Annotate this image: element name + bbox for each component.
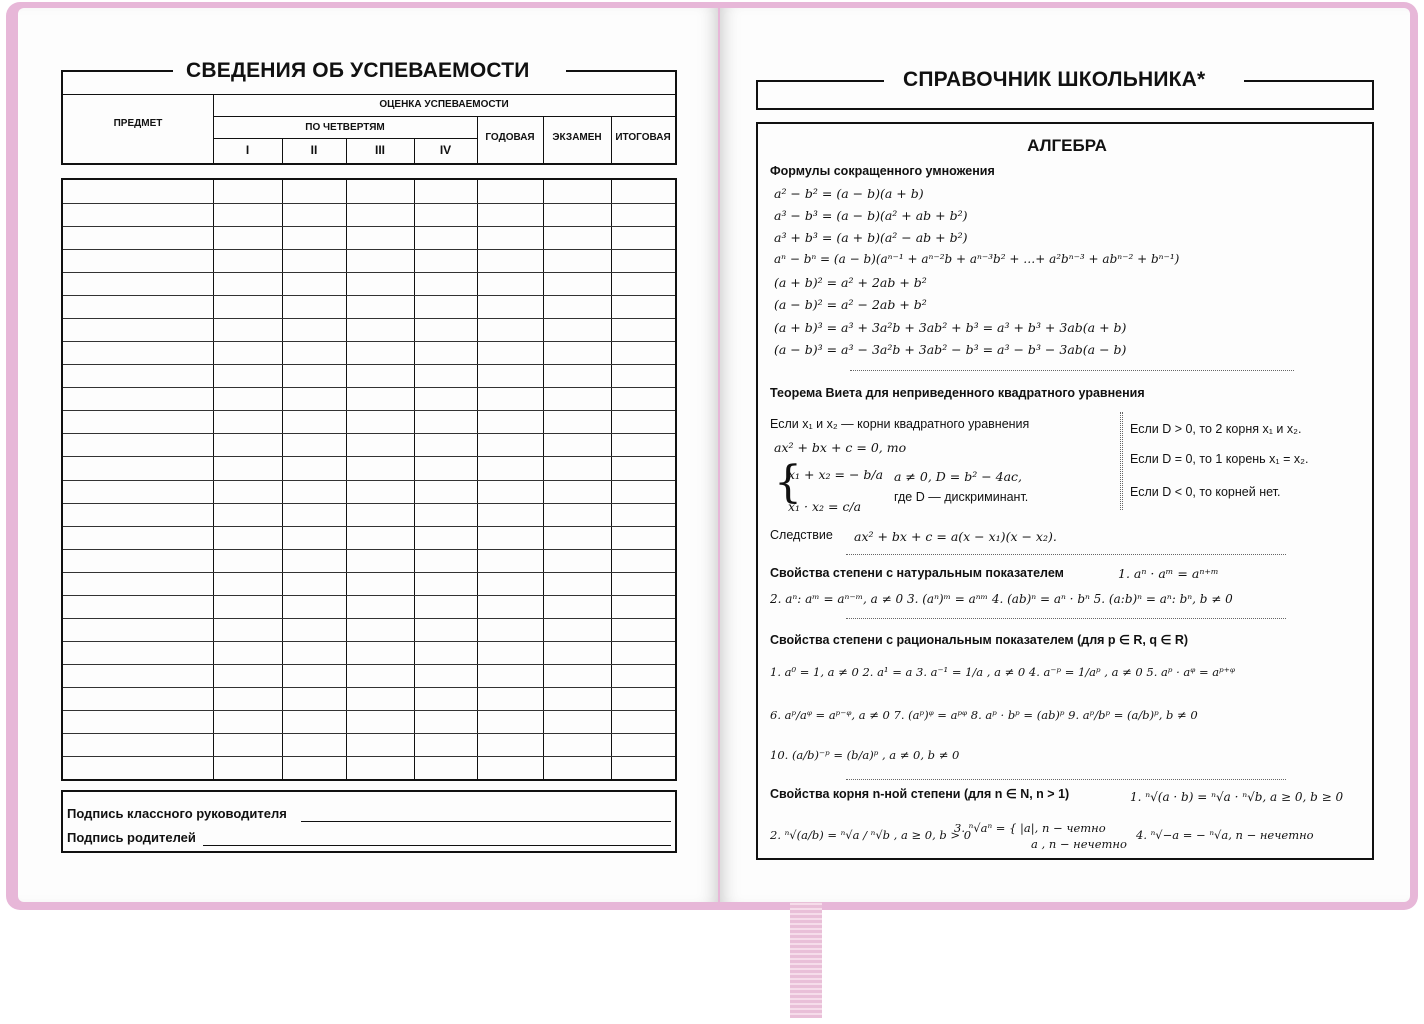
grid-row-divider — [63, 664, 675, 665]
divider — [213, 116, 675, 117]
grid-row-divider — [63, 641, 675, 642]
grid-row-divider — [63, 503, 675, 504]
formula: aⁿ − bⁿ = (a − b)(aⁿ⁻¹ + aⁿ⁻²b + aⁿ⁻³b² + …+ a²bⁿ⁻³ + abⁿ⁻² + bⁿ⁻¹) — [774, 252, 1180, 266]
vieta-product: x₁ · x₂ = c/a — [788, 499, 862, 514]
parent-signature-label: Подпись родителей — [67, 830, 196, 845]
subject-header: ПРЕДМЕТ — [113, 118, 163, 129]
vieta-condition: a ≠ 0, D = b² − 4ac, — [894, 469, 1023, 484]
grid-row-divider — [63, 249, 675, 250]
year-header: ГОДОВАЯ — [485, 132, 535, 143]
grid-row-divider — [63, 526, 675, 527]
natural-powers-heading: Свойства степени с натуральным показателем — [770, 566, 1064, 580]
exam-header: ЭКЗАМЕН — [552, 132, 602, 143]
reference-title-box — [756, 80, 1374, 110]
quarters-header: ПО ЧЕТВЕРТЯМ — [305, 122, 385, 133]
parent-signature-line[interactable] — [203, 845, 671, 846]
vieta-equation: ax² + bx + c = 0, то — [774, 440, 907, 455]
separator — [846, 779, 1286, 780]
corollary-formula: ax² + bx + c = a(x − x₁)(x − x₂). — [854, 529, 1057, 544]
root-property-3-case: a , n − нечетно — [1031, 837, 1127, 851]
system-brace: { — [774, 457, 802, 508]
right-page — [720, 8, 1410, 902]
left-page — [18, 8, 718, 902]
vieta-text: Если x₁ и x₂ — корни квадратного уравнения — [770, 417, 1030, 431]
grid-row-divider — [63, 618, 675, 619]
quarter-2: II — [310, 143, 318, 157]
formula: (a + b)² = a² + 2ab + b² — [774, 275, 927, 290]
vieta-case: Если D > 0, то 2 корня x₁ и x₂. — [1130, 422, 1302, 436]
signatures-box — [61, 790, 677, 853]
formula: a² − b² = (a − b)(a + b) — [774, 186, 924, 201]
short-mult-heading: Формулы сокращенного умножения — [770, 164, 995, 178]
algebra-box — [756, 122, 1374, 860]
corollary-label: Следствие — [770, 528, 833, 542]
final-header: ИТОГОВАЯ — [615, 132, 671, 143]
page-title-grades: СВЕДЕНИЯ ОБ УСПЕВАЕМОСТИ — [186, 59, 530, 82]
grid-row-divider — [63, 295, 675, 296]
root-property-4: 4. ⁿ√−a = − ⁿ√a, n − нечетно — [1136, 828, 1314, 842]
grid-row-divider — [63, 387, 675, 388]
root-property-2: 2. ⁿ√(a/b) = ⁿ√a / ⁿ√b , a ≥ 0, b > 0 — [770, 828, 972, 842]
separator — [1122, 412, 1123, 510]
quarter-3: III — [374, 143, 385, 157]
vieta-case: Если D = 0, то 1 корень x₁ = x₂. — [1130, 452, 1309, 466]
grid-row-divider — [63, 341, 675, 342]
quarter-1: I — [245, 143, 250, 157]
separator — [1120, 412, 1121, 510]
page-title-reference: СПРАВОЧНИК ШКОЛЬНИКА* — [903, 68, 1206, 91]
rational-powers-row: 1. a⁰ = 1, a ≠ 0 2. a¹ = a 3. a⁻¹ = 1/a , a ≠ 0 4. a⁻ᵖ = 1/aᵖ , a ≠ 0 5. aᵖ · aᵠ = aᵖ⁺ᵠ — [770, 665, 1235, 679]
root-property-1: 1. ⁿ√(a · b) = ⁿ√a · ⁿ√b, a ≥ 0, b ≥ 0 — [1130, 790, 1344, 804]
grid-row-divider — [63, 456, 675, 457]
bookmark-ribbon[interactable] — [790, 900, 822, 1018]
natural-power-1: 1. aⁿ · aᵐ = aⁿ⁺ᵐ — [1118, 566, 1219, 581]
grid-row-divider — [63, 710, 675, 711]
rational-powers-row: 10. (a/b)⁻ᵖ = (b/a)ᵖ , a ≠ 0, b ≠ 0 — [770, 748, 960, 762]
grid-row-divider — [63, 410, 675, 411]
formula: a³ + b³ = (a + b)(a² − ab + b²) — [774, 230, 968, 245]
grid-row-divider — [63, 595, 675, 596]
divider — [63, 94, 675, 95]
vieta-heading: Теорема Виета для неприведенного квадратного уравнения — [770, 386, 1145, 400]
grid-row-divider — [63, 687, 675, 688]
formula: (a + b)³ = a³ + 3a²b + 3ab² + b³ = a³ + b³ + 3ab(a + b) — [774, 320, 1127, 335]
grid-row-divider — [63, 272, 675, 273]
grades-grid — [61, 178, 677, 781]
teacher-signature-line[interactable] — [301, 821, 671, 822]
roots-heading: Свойства корня n-ной степени (для n ∈ N, n > 1) — [770, 787, 1070, 801]
separator — [846, 554, 1286, 555]
natural-powers-row: 2. aⁿ: aᵐ = aⁿ⁻ᵐ, a ≠ 0 3. (aⁿ)ᵐ = aⁿᵐ 4. (ab)ⁿ = aⁿ · bⁿ 5. (a:b)ⁿ = aⁿ: bⁿ, b ≠ 0 — [770, 592, 1233, 606]
grid-row-divider — [63, 572, 675, 573]
quarter-4: IV — [439, 143, 452, 157]
formula: (a − b)² = a² − 2ab + b² — [774, 297, 927, 312]
grid-row-divider — [63, 756, 675, 757]
separator — [846, 618, 1286, 619]
algebra-title: АЛГЕБРА — [1027, 136, 1107, 155]
separator — [850, 370, 1294, 371]
vieta-case: Если D < 0, то корней нет. — [1130, 485, 1281, 499]
grid-row-divider — [63, 480, 675, 481]
grid-row-divider — [63, 733, 675, 734]
grid-row-divider — [63, 203, 675, 204]
grades-table-header — [61, 70, 677, 165]
grid-row-divider — [63, 226, 675, 227]
formula: a³ − b³ = (a − b)(a² + ab + b²) — [774, 208, 968, 223]
grid-row-divider — [63, 433, 675, 434]
vieta-sum: x₁ + x₂ = − b/a — [788, 467, 884, 482]
rational-powers-row: 6. aᵖ/aᵠ = aᵖ⁻ᵠ, a ≠ 0 7. (aᵖ)ᵠ = aᵖᵠ 8. aᵖ · bᵖ = (ab)ᵖ 9. aᵖ/bᵖ = (a/b)ᵖ, b ≠ 0 — [770, 708, 1198, 722]
grades-header: ОЦЕНКА УСПЕВАЕМОСТИ — [379, 99, 509, 110]
teacher-signature-label: Подпись классного руководителя — [67, 806, 287, 821]
divider — [213, 138, 477, 139]
rational-powers-heading: Свойства степени с рациональным показателем (для p ∈ R, q ∈ R) — [770, 633, 1189, 647]
grid-row-divider — [63, 549, 675, 550]
grid-row-divider — [63, 318, 675, 319]
grid-row-divider — [63, 364, 675, 365]
vieta-discriminant: где D — дискриминант. — [894, 490, 1029, 504]
formula: (a − b)³ = a³ − 3a²b + 3ab² − b³ = a³ − b³ − 3ab(a − b) — [774, 342, 1127, 357]
root-property-3: 3. ⁿ√aⁿ = { |a|, n − четно — [954, 821, 1106, 835]
